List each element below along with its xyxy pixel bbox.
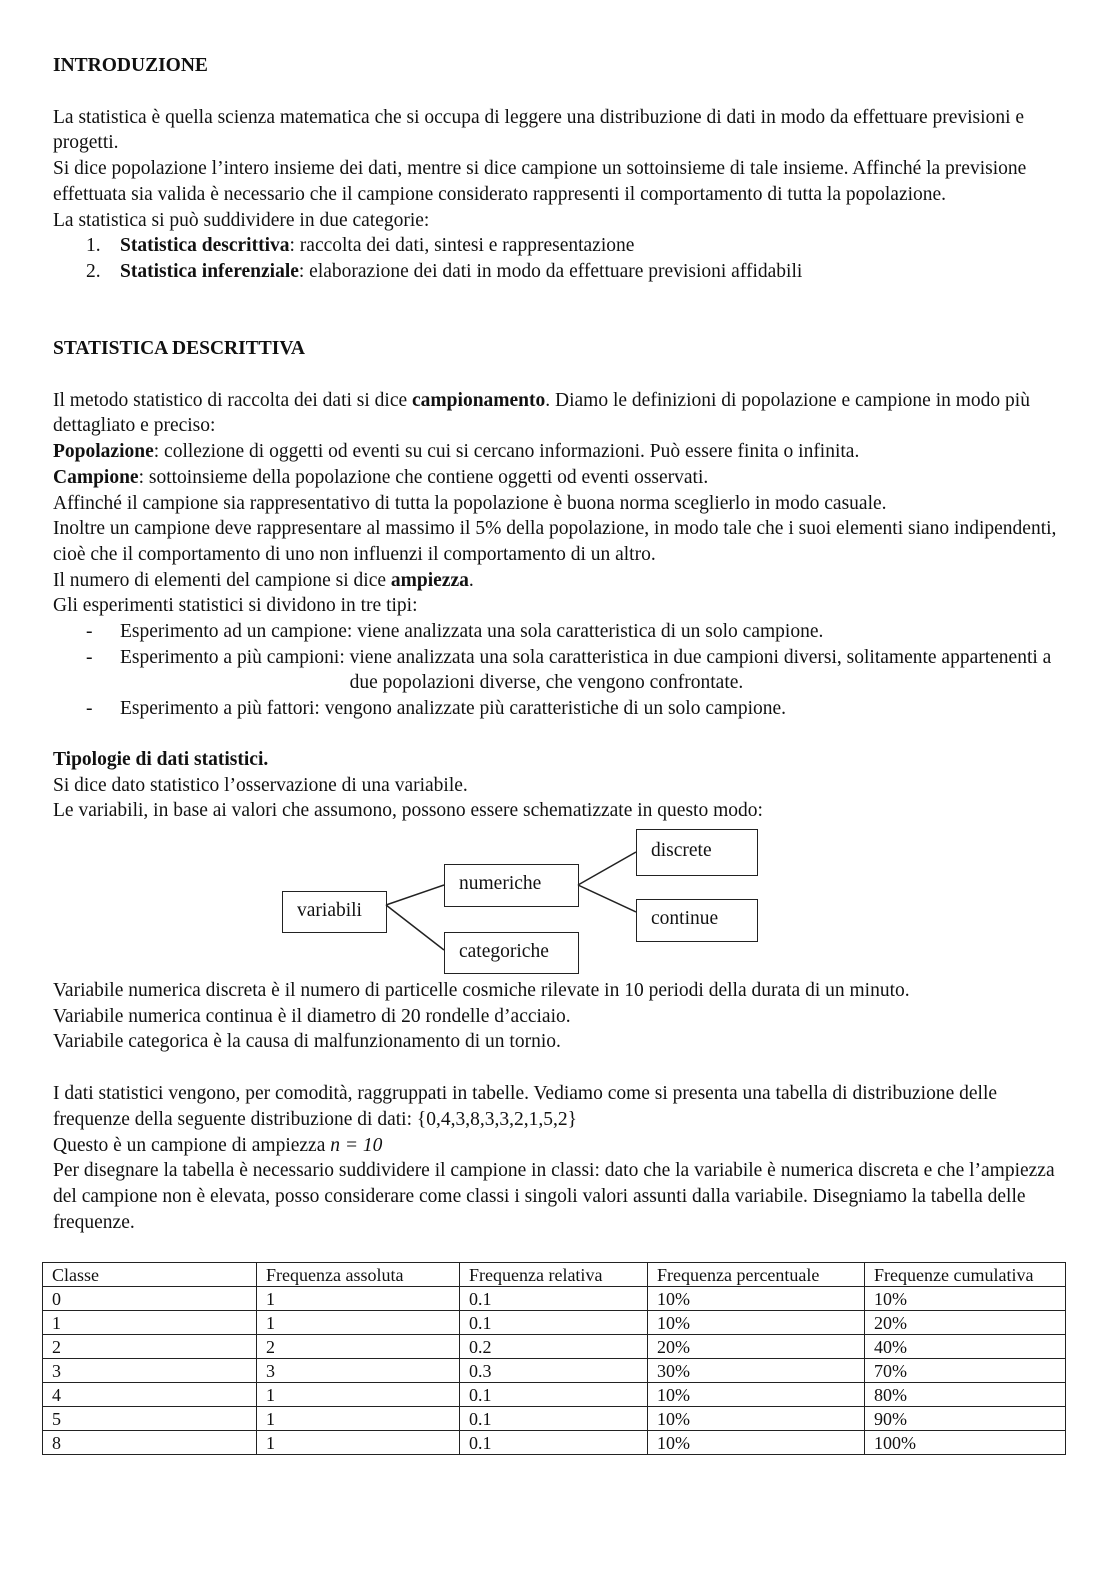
table-row	[43, 1431, 1066, 1455]
table-row	[43, 1287, 1066, 1311]
table-cell: 30%	[648, 1359, 865, 1383]
table-cell: 0	[43, 1287, 257, 1311]
term: Popolazione	[53, 441, 154, 463]
paragraph: Affinché il campione sia rappresentativo di tutta la popolazione è buona norma sceglierlo in modo casuale.	[53, 492, 887, 514]
list-number: 1.	[86, 235, 101, 257]
header-cell: Classe	[43, 1263, 257, 1287]
header-cell: Frequenze cumulativa	[865, 1263, 1066, 1287]
table-cell: 8	[43, 1431, 257, 1455]
term: ampiezza	[390, 569, 469, 591]
text: Il metodo statistico di raccolta dei dati si dice	[53, 389, 413, 411]
paragraph: Si dice popolazione l’intero insieme dei dati, mentre si dice campione un sottoinsieme di tale insieme. Affinché la previsione effettuata sia valida è necessario che il campione considerato rappresenti il comportamento di tutta la popolazione.	[53, 158, 1027, 205]
table-row	[43, 1335, 1066, 1359]
term: Campione	[53, 466, 139, 488]
text: Questo è un campione di ampiezza	[53, 1134, 331, 1156]
heading-statistica-descrittiva: STATISTICA DESCRITTIVA	[53, 338, 305, 359]
examples-section	[53, 978, 1058, 1235]
table-cell: 70%	[865, 1359, 1066, 1383]
heading-tipologie: Tipologie di dati statistici.	[53, 749, 269, 770]
diagram-node-variabili: variabili	[282, 891, 387, 933]
table-cell: 10%	[648, 1383, 865, 1407]
table-cell: 1	[257, 1407, 460, 1431]
table-cell: 0.3	[460, 1359, 648, 1383]
bullet-dash: -	[86, 698, 93, 720]
table-cell: 20%	[865, 1311, 1066, 1335]
text: Esperimento ad un campione:	[120, 621, 358, 643]
text: . Diamo le definizioni di popolazione e campione in modo più dettagliato e preciso:	[53, 389, 1030, 437]
diagram-node-categoriche: categoriche	[444, 932, 579, 974]
text: : collezione di oggetti od eventi su cui si cercano informazioni. Può essere finita o infinita.	[153, 441, 860, 463]
table-cell: 0.1	[460, 1383, 648, 1407]
term: campionamento	[412, 389, 546, 411]
table-cell: 1	[257, 1311, 460, 1335]
table-cell: 0.1	[460, 1431, 648, 1455]
connector-line	[578, 885, 636, 912]
text: .	[468, 569, 474, 591]
paragraph: La statistica si può suddividere in due categorie:	[53, 209, 430, 231]
table-cell: 10%	[865, 1287, 1066, 1311]
header-cell: Frequenza relativa	[460, 1263, 648, 1287]
table-cell: 3	[257, 1359, 460, 1383]
diagram-node-numeriche: numeriche	[444, 864, 579, 907]
paragraph: Inoltre un campione deve rappresentare al massimo il 5% della popolazione, in modo tale che i suoi elementi siano indipendenti, cioè che il comportamento di uno non influenzi il comportamento di un altro.	[53, 518, 1057, 565]
header-cell: Frequenza percentuale	[648, 1263, 865, 1287]
table-cell: 90%	[865, 1407, 1066, 1431]
text: Il numero di elementi del campione si dice	[53, 569, 391, 591]
text: viene analizzata una sola caratteristica in due campioni diversi, solitamente appartenenti a due popolazioni diverse, che vengono confrontate.	[349, 646, 1052, 694]
diagram-node-discrete: discrete	[636, 829, 758, 876]
paragraph: Variabile numerica discreta è il numero di particelle cosmiche rilevate in 10 periodi della durata di un minuto.	[53, 980, 910, 1001]
table-cell: 3	[43, 1359, 257, 1383]
paragraph: I dati statistici vengono, per comodità, raggruppati in tabelle. Vediamo come si presenta una tabella di distribuzione delle frequenze della seguente distribuzione di dati: {0,4,3,8,3,3,2,1,5,2}	[53, 1083, 998, 1130]
table-cell: 0.1	[460, 1311, 648, 1335]
table-cell: 0.1	[460, 1407, 648, 1431]
table-cell: 2	[43, 1335, 257, 1359]
connector-line	[386, 905, 444, 950]
table-body	[43, 1287, 1066, 1455]
bullet-dash: -	[86, 646, 93, 668]
paragraph	[53, 1133, 1058, 1159]
table-row	[43, 1359, 1066, 1383]
table-cell: 100%	[865, 1431, 1066, 1455]
paragraph: Per disegnare la tabella è necessario suddividere il campione in classi: dato che la variabile è numerica discreta e che l’ampiezza del campione non è elevata, posso considerare come classi i singoli valori assunti dalla variabile. Disegniamo la tabella delle frequenze.	[53, 1160, 1055, 1233]
table-cell: 40%	[865, 1335, 1066, 1359]
list-number: 2.	[86, 260, 101, 282]
table-cell: 2	[257, 1335, 460, 1359]
text: viene analizzata una sola caratteristica di un solo campione.	[357, 621, 824, 643]
paragraph: Le variabili, in base ai valori che assumono, possono essere schematizzate in questo modo:	[53, 800, 763, 822]
table-cell: 1	[257, 1431, 460, 1455]
paragraph: Gli esperimenti statistici si dividono in tre tipi:	[53, 595, 418, 617]
text: Esperimento a più campioni:	[120, 646, 350, 668]
definition: : raccolta dei dati, sintesi e rappresentazione	[289, 235, 635, 257]
diagram-node-continue: continue	[636, 899, 758, 942]
heading-introduzione: INTRODUZIONE	[53, 55, 208, 76]
table-cell: 0.2	[460, 1335, 648, 1359]
paragraph: Variabile categorica è la causa di malfunzionamento di un tornio.	[53, 1031, 561, 1053]
table-cell: 10%	[648, 1431, 865, 1455]
paragraph: La statistica è quella scienza matematica che si occupa di leggere una distribuzione di dati in modo da effettuare previsioni e progetti.	[53, 106, 1025, 154]
table-cell: 1	[43, 1311, 257, 1335]
math-expression: n = 10	[330, 1134, 383, 1156]
frequency-table	[42, 1262, 1066, 1455]
table-header-row	[43, 1263, 1066, 1287]
table-cell: 1	[257, 1383, 460, 1407]
table-cell: 0.1	[460, 1287, 648, 1311]
table-row	[43, 1311, 1066, 1335]
definition: : elaborazione dei dati in modo da effettuare previsioni affidabili	[298, 260, 803, 282]
table-cell: 20%	[648, 1335, 865, 1359]
paragraph: Variabile numerica continua è il diametro di 20 rondelle d’acciaio.	[53, 1005, 571, 1027]
header-cell: Frequenza assoluta	[257, 1263, 460, 1287]
table-row	[43, 1383, 1066, 1407]
table-cell: 5	[43, 1407, 257, 1431]
table-cell: 80%	[865, 1383, 1066, 1407]
term: Statistica descrittiva	[120, 235, 290, 257]
connector-line	[578, 852, 636, 885]
table-cell: 1	[257, 1287, 460, 1311]
table-cell: 10%	[648, 1311, 865, 1335]
table-cell: 4	[43, 1383, 257, 1407]
term: Statistica inferenziale	[120, 260, 299, 282]
text: Esperimento a più fattori:	[120, 698, 325, 720]
table-cell: 10%	[648, 1287, 865, 1311]
text: vengono analizzate più caratteristiche di un solo campione.	[324, 698, 787, 720]
connector-line	[386, 885, 444, 905]
text: : sottoinsieme della popolazione che contiene oggetti od eventi osservati.	[138, 466, 709, 488]
bullet-dash: -	[86, 621, 93, 643]
paragraph: Si dice dato statistico l’osservazione di una variabile.	[53, 774, 468, 796]
table-cell: 10%	[648, 1407, 865, 1431]
table-row	[43, 1407, 1066, 1431]
